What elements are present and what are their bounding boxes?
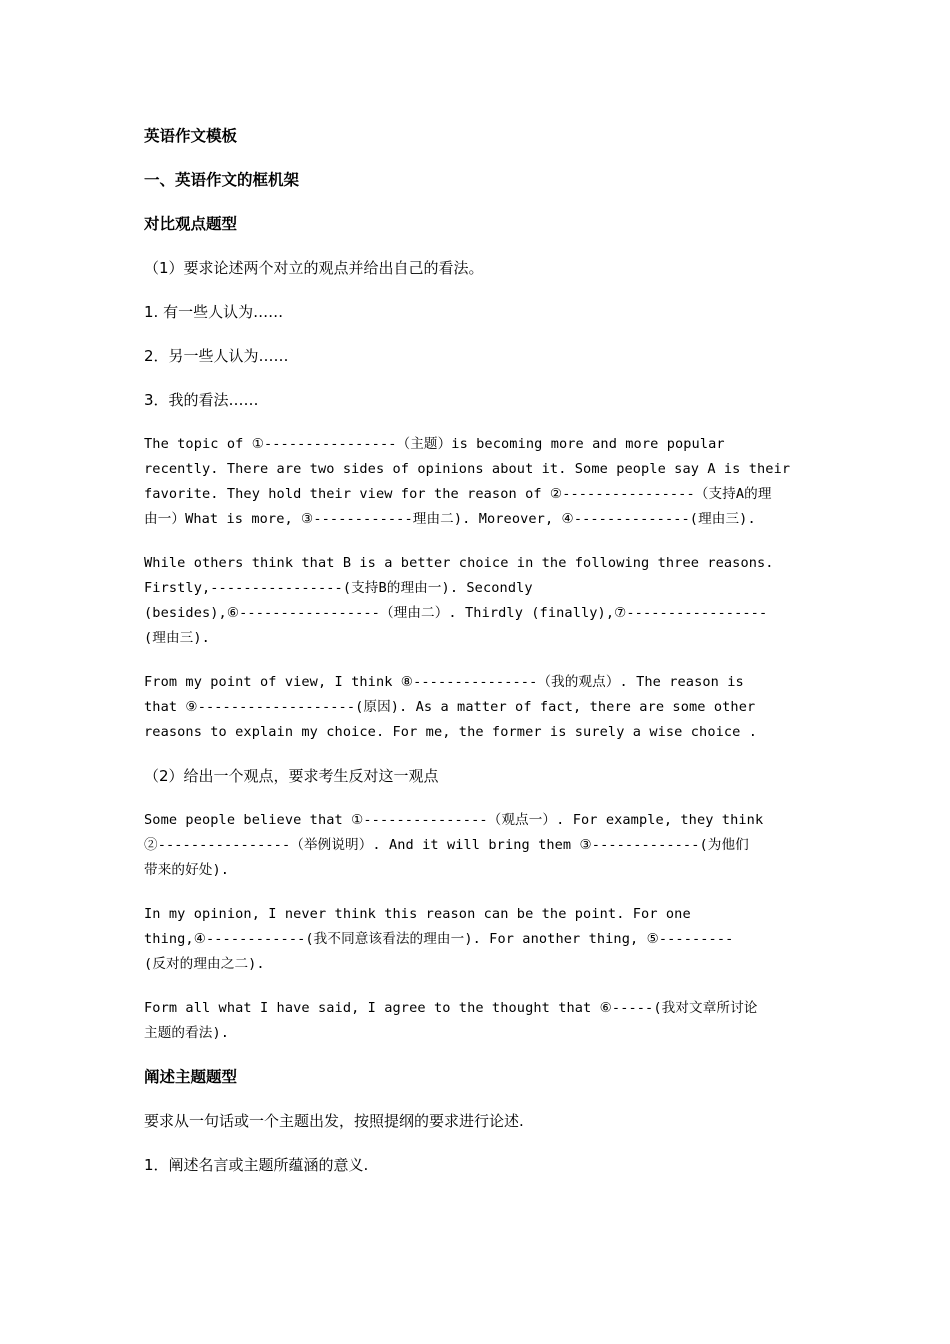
type2-intro: （2）给出一个观点，要求考生反对这一观点 bbox=[144, 767, 439, 785]
paragraph-line: (besides),⑥-----------------（理由二）. Thirdly (finally),⑦----------------- bbox=[144, 605, 768, 621]
theme-intro: 要求从一句话或一个主题出发，按照提纲的要求进行论述. bbox=[144, 1112, 524, 1130]
template-paragraph-5 bbox=[144, 902, 816, 977]
paragraph-line: that ⑨-------------------(原因). As a matter of fact, there are some other bbox=[144, 699, 756, 715]
outline-item-1: 1. 有一些人认为…… bbox=[144, 303, 284, 321]
document-page bbox=[144, 124, 816, 1197]
type1-intro: （1）要求论述两个对立的观点并给出自己的看法。 bbox=[144, 259, 484, 277]
paragraph-line: Firstly,----------------(支持B的理由一). Secondly bbox=[144, 580, 533, 596]
paragraph-line: While others think that B is a better choice in the following three reasons. bbox=[144, 555, 774, 571]
paragraph-line: The topic of ①----------------（主题）is becoming more and more popular bbox=[144, 436, 725, 452]
paragraph-line: recently. There are two sides of opinions about it. Some people say A is their bbox=[144, 461, 791, 477]
theme-item-1: 1．阐述名言或主题所蕴涵的意义. bbox=[144, 1156, 369, 1174]
paragraph-line: From my point of view, I think ⑧---------------（我的观点）. The reason is bbox=[144, 674, 744, 690]
paragraph-line: Form all what I have said, I agree to the thought that ⑥-----(我对文章所讨论 bbox=[144, 1000, 758, 1016]
paragraph-line: In my opinion, I never think this reason can be the point. For one bbox=[144, 906, 691, 922]
template-paragraph-6 bbox=[144, 996, 816, 1046]
template-paragraph-3 bbox=[144, 670, 816, 745]
template-paragraph-2 bbox=[144, 551, 816, 651]
section-heading-framework: 一、英语作文的框机架 bbox=[144, 171, 300, 189]
paragraph-line: favorite. They hold their view for the reason of ②----------------（支持A的理 bbox=[144, 486, 772, 502]
paragraph-line: reasons to explain my choice. For me, the former is surely a wise choice . bbox=[144, 724, 758, 740]
subsection-heading-compare-views: 对比观点题型 bbox=[144, 215, 238, 233]
paragraph-line: 带来的好处). bbox=[144, 862, 230, 878]
paragraph-line: 主题的看法). bbox=[144, 1025, 230, 1041]
template-paragraph-1 bbox=[144, 432, 816, 532]
template-paragraph-4 bbox=[144, 808, 816, 883]
paragraph-line: (反对的理由之二). bbox=[144, 956, 265, 972]
paragraph-line: (理由三). bbox=[144, 630, 210, 646]
paragraph-line: ②----------------（举例说明）. And it will bring them ③-------------(为他们 bbox=[144, 837, 749, 853]
paragraph-line: 由一）What is more, ③------------理由二). Moreover, ④--------------(理由三). bbox=[144, 511, 756, 527]
paragraph-line: thing,④------------(我不同意该看法的理由一). For another thing, ⑤--------- bbox=[144, 931, 734, 947]
outline-item-3: 3．我的看法…… bbox=[144, 391, 259, 409]
subsection-heading-theme: 阐述主题题型 bbox=[144, 1068, 238, 1086]
paragraph-line: Some people believe that ①---------------（观点一）. For example, they think bbox=[144, 812, 764, 828]
document-title: 英语作文模板 bbox=[144, 127, 238, 145]
outline-item-2: 2．另一些人认为…… bbox=[144, 347, 289, 365]
